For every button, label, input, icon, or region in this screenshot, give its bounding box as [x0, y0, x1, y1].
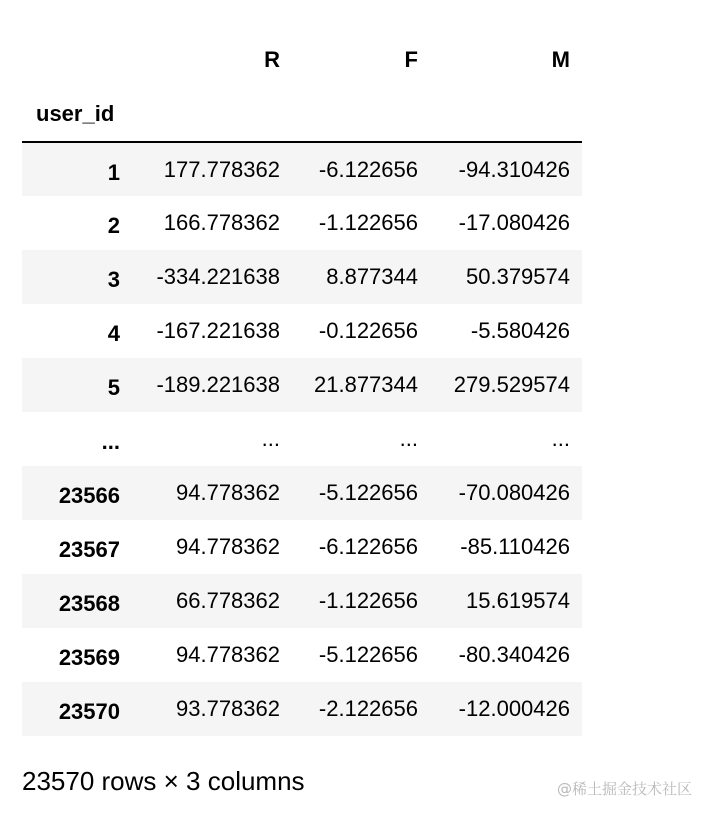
column-header-row — [22, 33, 582, 87]
row-index: 5 — [107, 375, 120, 400]
cell-r: 166.778362 — [163, 210, 280, 235]
cell-f: 8.877344 — [326, 264, 418, 289]
cell-m: -70.080426 — [458, 480, 570, 505]
cell-m: 15.619574 — [466, 588, 570, 613]
cell-f: -2.122656 — [318, 696, 418, 721]
cell-r: 93.778362 — [176, 696, 280, 721]
cell-f: -6.122656 — [318, 534, 418, 559]
row-index: 2 — [107, 213, 120, 238]
table-row — [22, 682, 582, 736]
cell-m: -85.110426 — [460, 534, 570, 559]
cell-m: -17.080426 — [458, 210, 570, 235]
cell-m: -12.000426 — [458, 696, 570, 721]
cell-m: ... — [551, 426, 570, 451]
row-index: 23566 — [58, 483, 120, 508]
row-index: 3 — [107, 267, 120, 292]
table-row — [22, 196, 582, 250]
cell-r: 94.778362 — [176, 642, 280, 667]
row-index: 23569 — [58, 645, 120, 670]
cell-f: ... — [399, 426, 418, 451]
table-row — [22, 358, 582, 412]
cell-r: 177.778362 — [163, 156, 280, 182]
watermark: @稀土掘金技术社区 — [556, 780, 692, 798]
cell-r: ... — [261, 426, 280, 451]
blank-cell — [132, 87, 292, 142]
cell-m: -80.340426 — [458, 642, 570, 667]
cell-f: -6.122656 — [318, 156, 418, 182]
cell-f: -1.122656 — [318, 588, 418, 613]
column-header-f: F — [404, 47, 418, 72]
table-row — [22, 574, 582, 628]
table-row — [22, 142, 582, 196]
cell-f: 21.877344 — [314, 372, 418, 397]
cell-m: 279.529574 — [453, 372, 570, 397]
row-index: 1 — [107, 159, 120, 185]
blank-cell — [430, 87, 582, 142]
row-index: 23570 — [58, 699, 120, 724]
table-shape-summary: 23570 rows × 3 columns — [22, 766, 305, 796]
cell-r: 66.778362 — [176, 588, 280, 613]
cell-r: -189.221638 — [156, 372, 280, 397]
table-header — [22, 33, 582, 142]
cell-f: -0.122656 — [318, 318, 418, 343]
cell-r: 94.778362 — [176, 534, 280, 559]
cell-m: -94.310426 — [458, 156, 570, 182]
cell-r: -334.221638 — [156, 264, 280, 289]
index-name-label: user_id — [22, 87, 132, 142]
column-header-r: R — [264, 47, 280, 72]
table-row — [22, 520, 582, 574]
row-index: ... — [101, 429, 120, 454]
cell-r: -167.221638 — [156, 318, 280, 343]
blank-corner-cell — [22, 33, 132, 87]
cell-m: -5.580426 — [470, 318, 570, 343]
table-row — [22, 250, 582, 304]
row-index: 4 — [107, 321, 120, 346]
table-row — [22, 466, 582, 520]
cell-r: 94.778362 — [176, 480, 280, 505]
cell-f: -5.122656 — [318, 480, 418, 505]
index-name-row — [22, 87, 582, 142]
column-header-m: M — [551, 47, 570, 72]
table-body — [22, 142, 582, 736]
blank-cell — [292, 87, 430, 142]
cell-f: -1.122656 — [318, 210, 418, 235]
cell-f: -5.122656 — [318, 642, 418, 667]
table-row — [22, 304, 582, 358]
cell-m: 50.379574 — [466, 264, 570, 289]
row-index: 23568 — [58, 591, 120, 616]
row-index: 23567 — [58, 537, 120, 562]
table-row-ellipsis — [22, 412, 582, 466]
table-row — [22, 628, 582, 682]
dataframe-table — [22, 33, 582, 736]
